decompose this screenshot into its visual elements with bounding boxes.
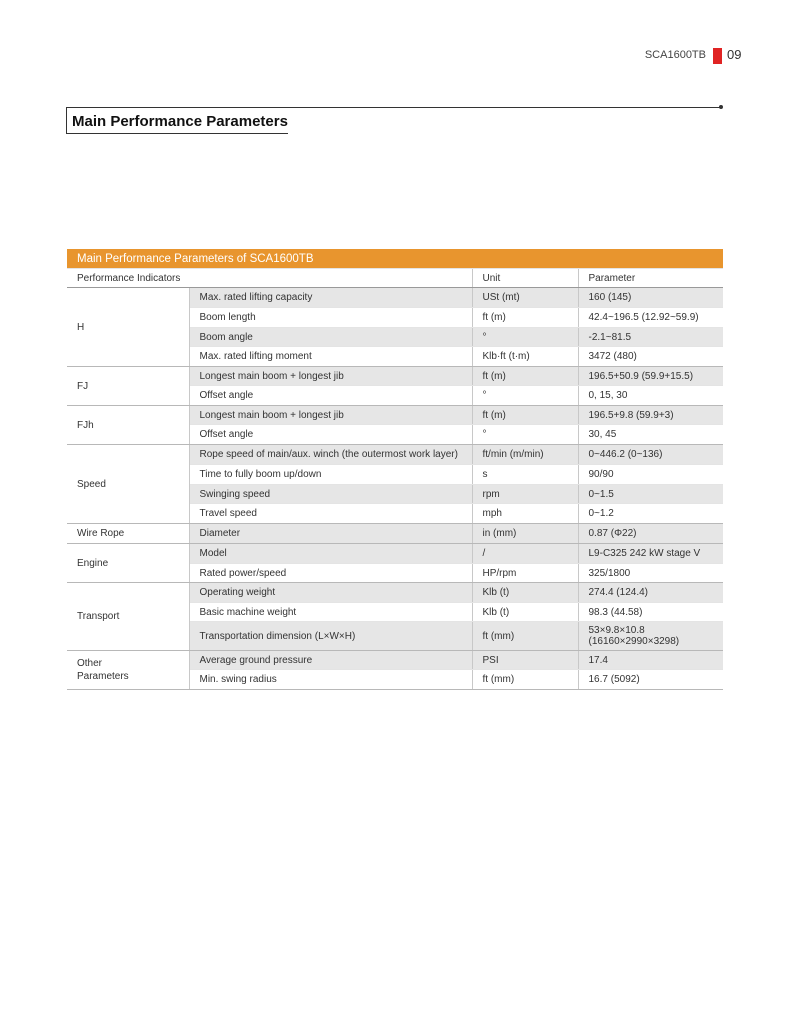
parameter-value: 0~446.2 (0~136) <box>578 445 723 465</box>
parameter-unit: ° <box>472 386 578 406</box>
parameter-value: 3472 (480) <box>578 347 723 367</box>
parameter-value: 0.87 (Φ22) <box>578 524 723 544</box>
table-row <box>67 544 723 564</box>
group-label: FJh <box>67 406 189 445</box>
parameter-value: 0~1.2 <box>578 504 723 524</box>
parameter-item: Time to fully boom up/down <box>189 465 472 485</box>
table-row <box>67 406 723 425</box>
parameter-unit: in (mm) <box>472 524 578 544</box>
parameter-unit: mph <box>472 504 578 524</box>
group-label: Speed <box>67 445 189 524</box>
parameter-value: 17.4 <box>578 651 723 670</box>
group-label: H <box>67 288 189 367</box>
parameter-unit: ft (m) <box>472 367 578 386</box>
parameter-value: 325/1800 <box>578 564 723 583</box>
performance-table <box>67 249 723 690</box>
parameter-item: Boom length <box>189 308 472 328</box>
parameter-unit: HP/rpm <box>472 564 578 583</box>
parameter-value: 0, 15, 30 <box>578 386 723 406</box>
parameter-value: 196.5+9.8 (59.9+3) <box>578 406 723 425</box>
parameter-item: Max. rated lifting capacity <box>189 288 472 308</box>
parameter-unit: Klb (t) <box>472 603 578 622</box>
table-row <box>67 445 723 465</box>
group-label: Engine <box>67 544 189 583</box>
section-title: Main Performance Parameters <box>72 113 288 130</box>
table-row <box>67 524 723 544</box>
parameter-unit: s <box>472 465 578 485</box>
parameter-value: 90/90 <box>578 465 723 485</box>
parameter-value: 274.4 (124.4) <box>578 583 723 603</box>
col-header-indicators: Performance Indicators <box>67 269 189 288</box>
parameter-item: Max. rated lifting moment <box>189 347 472 367</box>
col-header-parameter: Parameter <box>578 269 723 288</box>
parameter-item: Longest main boom + longest jib <box>189 367 472 386</box>
parameter-item: Operating weight <box>189 583 472 603</box>
parameter-unit: ft (mm) <box>472 670 578 690</box>
parameter-value: 0~1.5 <box>578 485 723 504</box>
page-number: 09 <box>727 47 742 62</box>
parameter-item: Min. swing radius <box>189 670 472 690</box>
parameter-unit: Klb (t) <box>472 583 578 603</box>
parameter-unit: Klb·ft (t·m) <box>472 347 578 367</box>
group-label: Wire Rope <box>67 524 189 544</box>
parameter-value: 53×9.8×10.8 (16160×2990×3298) <box>578 622 723 651</box>
page-marker-bar <box>713 48 722 64</box>
parameter-unit: ft (mm) <box>472 622 578 651</box>
parameter-unit: ft (m) <box>472 308 578 328</box>
table-row <box>67 651 723 670</box>
parameter-value: 16.7 (5092) <box>578 670 723 690</box>
col-header-unit: Unit <box>472 269 578 288</box>
title-rule-dot <box>719 105 723 109</box>
parameter-item: Offset angle <box>189 386 472 406</box>
parameter-item: Rated power/speed <box>189 564 472 583</box>
table-row <box>67 583 723 603</box>
group-label: Other Parameters <box>67 651 189 690</box>
parameter-item: Diameter <box>189 524 472 544</box>
parameter-value: L9-C325 242 kW stage V <box>578 544 723 564</box>
parameter-unit: ° <box>472 328 578 347</box>
parameter-item: Average ground pressure <box>189 651 472 670</box>
parameter-item: Boom angle <box>189 328 472 347</box>
parameter-value: 30, 45 <box>578 425 723 445</box>
table-caption-row <box>67 249 723 269</box>
parameter-unit: ft/min (m/min) <box>472 445 578 465</box>
col-header-item <box>189 269 472 288</box>
parameter-unit: ° <box>472 425 578 445</box>
parameter-unit: PSI <box>472 651 578 670</box>
group-label: FJ <box>67 367 189 406</box>
parameter-item: Rope speed of main/aux. winch (the outermost work layer) <box>189 445 472 465</box>
parameter-value: 98.3 (44.58) <box>578 603 723 622</box>
parameter-item: Swinging speed <box>189 485 472 504</box>
parameter-unit: rpm <box>472 485 578 504</box>
parameter-value: 196.5+50.9 (59.9+15.5) <box>578 367 723 386</box>
parameter-unit: / <box>472 544 578 564</box>
parameter-unit: ft (m) <box>472 406 578 425</box>
table-row <box>67 367 723 386</box>
parameter-item: Travel speed <box>189 504 472 524</box>
parameter-item: Transportation dimension (L×W×H) <box>189 622 472 651</box>
parameter-unit: USt (mt) <box>472 288 578 308</box>
table-caption: Main Performance Parameters of SCA1600TB <box>67 249 723 269</box>
parameter-item: Offset angle <box>189 425 472 445</box>
parameter-value: -2.1~81.5 <box>578 328 723 347</box>
parameter-value: 160 (145) <box>578 288 723 308</box>
table-row <box>67 288 723 308</box>
parameter-item: Longest main boom + longest jib <box>189 406 472 425</box>
parameter-value: 42.4~196.5 (12.92~59.9) <box>578 308 723 328</box>
parameter-item: Basic machine weight <box>189 603 472 622</box>
model-name: SCA1600TB <box>644 49 706 61</box>
parameter-item: Model <box>189 544 472 564</box>
column-header-row <box>67 269 723 288</box>
group-label: Transport <box>67 583 189 651</box>
